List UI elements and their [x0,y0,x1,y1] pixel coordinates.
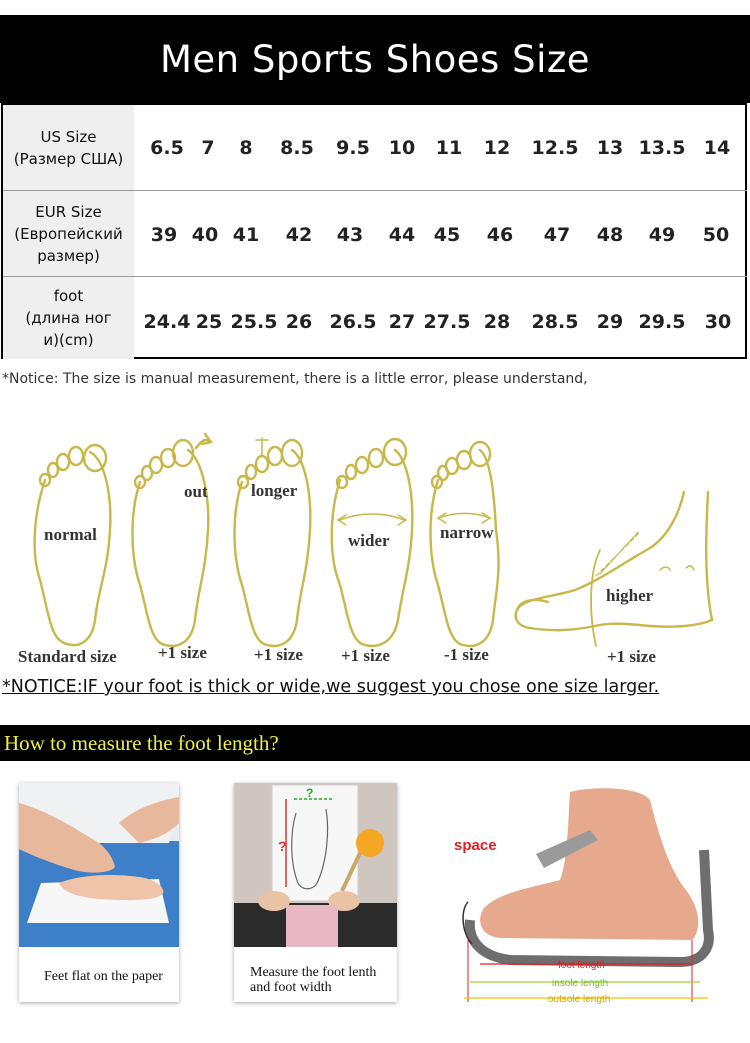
out-foot-icon [133,434,212,646]
row-values [134,105,747,190]
table-cell: 48 [596,224,624,246]
table-cell: 30 [704,311,732,333]
size-advice-label: +1 size [341,646,390,665]
size-advice-label: Standard size [18,647,117,666]
row-header-line: и)(cm) [43,331,94,349]
table-cell: 47 [543,224,571,246]
svg-text:?: ? [278,838,287,854]
table-cell: 25 [195,311,223,333]
foot-types-illustration [0,420,750,680]
thick-foot-notice: *NOTICE:IF your foot is thick or wide,we suggest you chose one size larger. [2,677,660,697]
space-label: space [454,837,497,854]
table-cell: 44 [388,224,416,246]
row-header-line: foot [53,287,84,305]
table-cell: 9.5 [336,137,370,159]
longer-foot-icon [235,438,311,646]
measure-foot-image [234,783,397,947]
size-table [1,103,747,359]
foot-type-label: longer [251,481,298,500]
table-cell: 7 [201,137,215,159]
table-cell: 8.5 [280,137,314,159]
table-cell: 14 [703,137,731,159]
table-cell: 13.5 [638,137,686,159]
foot-type-label: out [184,482,208,501]
measure-section-header [0,725,750,761]
size-advice-label: +1 size [158,643,207,662]
table-row-foot [3,277,747,359]
row-header-line: EUR Size [35,202,102,221]
insole-length-label: insole length [552,978,609,989]
table-cell: 27 [388,311,416,333]
table-cell: 25.5 [230,311,278,333]
table-cell: 26 [285,311,313,333]
table-cell: 24.4 [143,311,191,333]
measurement-notice: *Notice: The size is manual measurement, there is a little error, please understand, [2,371,588,387]
table-cell: 6.5 [150,137,184,159]
table-cell: 12.5 [531,137,579,159]
narrow-foot-icon [431,442,499,646]
page-title: Men Sports Shoes Size [159,37,591,81]
photo-caption-line: and foot width [250,980,332,995]
table-cell: 29 [596,311,624,333]
table-cell: 8 [239,137,253,159]
table-cell: 50 [702,224,730,246]
row-header-line: (Европейский [14,224,123,243]
row-header-line: (длина ног [25,309,112,327]
size-advice-label: -1 size [444,645,489,664]
row-values [134,191,747,276]
table-cell: 27.5 [423,311,471,333]
photo-caption [234,965,413,995]
foot-type-label: narrow [440,523,494,542]
table-cell: 46 [486,224,514,246]
table-cell: 40 [191,224,219,246]
table-cell: 43 [336,224,364,246]
table-cell: 13 [596,137,624,159]
foot-length-label: foot length [558,960,605,971]
title-bar [0,15,750,103]
table-cell: 10 [388,137,416,159]
table-cell: 49 [648,224,676,246]
row-header-us [3,105,134,190]
table-cell: 29.5 [638,311,686,333]
size-advice-label: +1 size [254,645,303,664]
table-cell: 39 [150,224,178,246]
row-values [134,277,747,359]
table-row-us [3,105,747,190]
photo-caption: Feet flat on the paper [44,969,163,984]
row-header-line: размер) [37,246,100,265]
normal-foot-icon [35,445,111,645]
measure-section-title: How to measure the foot length? [4,731,279,755]
row-header-line: (Размер США) [13,149,124,168]
size-advice-label: +1 size [607,647,656,666]
foot-type-label: wider [348,531,390,550]
photo-feet-on-paper [19,783,179,1002]
row-header-foot [3,277,134,359]
row-header-eur [3,191,134,276]
shoe-length-diagram [440,780,730,1010]
table-cell: 28.5 [531,311,579,333]
table-cell: 12 [483,137,511,159]
table-cell: 28 [483,311,511,333]
row-header-line: US Size [40,127,97,146]
outsole-length-label: outsole length [548,994,611,1005]
foot-type-label: normal [44,525,97,544]
table-cell: 11 [435,137,463,159]
svg-text:?: ? [306,786,314,800]
photo-caption-line: Measure the foot lenth [250,965,377,980]
table-cell: 45 [433,224,461,246]
table-cell: 42 [285,224,313,246]
table-cell: 26.5 [329,311,377,333]
feet-on-paper-image [19,783,179,947]
table-cell: 41 [232,224,260,246]
photo-measure-foot [234,783,397,1002]
higher-foot-icon [516,492,712,646]
table-row-eur [3,191,747,276]
foot-type-label: higher [606,586,654,605]
